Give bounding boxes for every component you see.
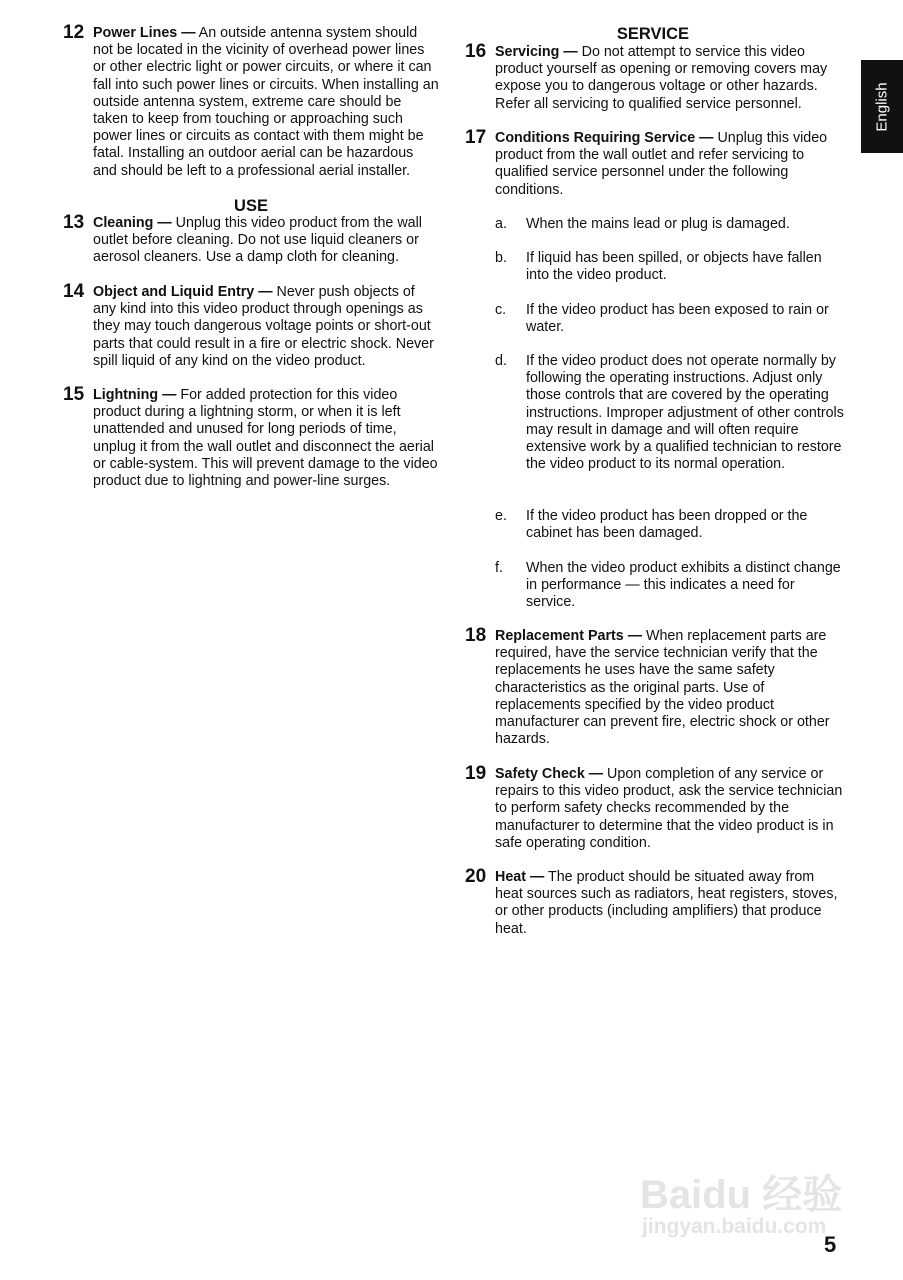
- condition-text: If the video product does not operate normally by following the operating instructions. Adjust only those controls that are covered by the operating instructions. Improper adjustment of other controls may result in damage and will often require extensive work by a qualified technician to restore the video product to its normal operation.: [526, 353, 844, 473]
- condition-letter: e.: [495, 508, 507, 524]
- condition-text: When the video product exhibits a distinct change in performance — this indicates a need for service.: [526, 560, 841, 611]
- item-lead: Heat —: [495, 869, 545, 885]
- item-text: [495, 628, 843, 748]
- item-lead: Conditions Requiring Service —: [495, 130, 714, 146]
- page-number: 5: [824, 1232, 837, 1257]
- item-number: 13: [63, 212, 85, 233]
- item-lead: Lightning —: [93, 387, 177, 403]
- item-number: 16: [465, 41, 487, 62]
- item-number: 20: [465, 866, 487, 887]
- item-lead: Replacement Parts —: [495, 628, 642, 644]
- language-tab-label: English: [873, 81, 891, 132]
- item-body: When replacement parts are required, have the service technician verify that the replacements he uses have the same safety characteristics as the original parts. Use of replacements specified by the video product manufacturer can prevent fire, electric shock or other hazards.: [495, 628, 830, 748]
- item-number: 19: [465, 763, 487, 784]
- watermark-logo: Baidu 经验: [640, 1173, 843, 1217]
- section-heading-service: SERVICE: [616, 25, 690, 43]
- item-text: [93, 284, 440, 370]
- condition-text: If the video product has been dropped or the cabinet has been damaged.: [526, 508, 808, 542]
- item-body: The product should be situated away from heat sources such as radiators, heat registers, stoves, or other products (including amplifiers) that produce heat.: [495, 869, 838, 937]
- condition-text: When the mains lead or plug is damaged.: [526, 216, 790, 232]
- item-text: [93, 25, 440, 180]
- item-body: Unplug this video product from the wall outlet and refer servicing to qualified service personnel under the following conditions.: [495, 130, 828, 198]
- item-number: 15: [63, 384, 85, 405]
- item-number: 17: [465, 127, 487, 148]
- item-body: Unplug this video product from the wall outlet before cleaning. Do not use liquid cleaners or aerosol cleaners. Use a damp cloth for cleaning.: [93, 215, 422, 266]
- item-text: [495, 130, 843, 199]
- item-body: Never push objects of any kind into this video product through openings as they may touch dangerous voltage points or short-out parts that could result in a fire or electric shock. Never spill liquid of any kind on the video product.: [93, 284, 434, 369]
- item-number: 18: [465, 625, 487, 646]
- item-body: Upon completion of any service or repairs to this video product, ask the service technician to perform safety checks recommended by the manufacturer to determine that the video product is in safe operating condition.: [495, 766, 843, 851]
- item-body: Do not attempt to service this video product yourself as opening or removing covers may expose you to dangerous voltage or other hazards. Refer all servicing to qualified service personnel.: [495, 44, 828, 112]
- item-body: For added protection for this video product during a lightning storm, or when it is left unattended and unused for long periods of time, unplug it from the wall outlet and disconnect the aerial or cable-system. This will prevent damage to the video product due to lightning and power-line surges.: [93, 387, 438, 490]
- item-text: [495, 869, 843, 938]
- condition-letter: c.: [495, 302, 507, 318]
- item-body: An outside antenna system should not be located in the vicinity of overhead power lines or other electric light or power circuits, or where it can fall into such power lines or circuits. When installing an outside antenna system, extreme care should be taken to keep from touching or approaching such power lines or circuits as contact with them might be fatal. Installing an outdoor aerial can be hazardous and should be left to a professional aerial installer.: [93, 25, 439, 179]
- language-tab: [861, 60, 903, 153]
- item-number: 12: [63, 22, 85, 43]
- item-lead: Object and Liquid Entry —: [93, 284, 273, 300]
- condition-letter: f.: [495, 560, 503, 576]
- condition-letter: d.: [495, 353, 507, 369]
- section-heading-use: USE: [234, 197, 268, 215]
- item-text: [93, 215, 440, 267]
- item-lead: Safety Check —: [495, 766, 604, 782]
- condition-letter: a.: [495, 216, 507, 232]
- condition-text: If the video product has been exposed to rain or water.: [526, 302, 829, 336]
- item-text: [495, 44, 843, 113]
- item-lead: Power Lines —: [93, 25, 196, 41]
- item-number: 14: [63, 281, 85, 302]
- condition-text: If liquid has been spilled, or objects have fallen into the video product.: [526, 250, 822, 284]
- item-lead: Cleaning —: [93, 215, 172, 231]
- item-lead: Servicing —: [495, 44, 578, 60]
- item-text: [495, 766, 843, 852]
- item-text: [93, 387, 443, 490]
- condition-letter: b.: [495, 250, 507, 266]
- watermark-url: jingyan.baidu.com: [642, 1215, 827, 1238]
